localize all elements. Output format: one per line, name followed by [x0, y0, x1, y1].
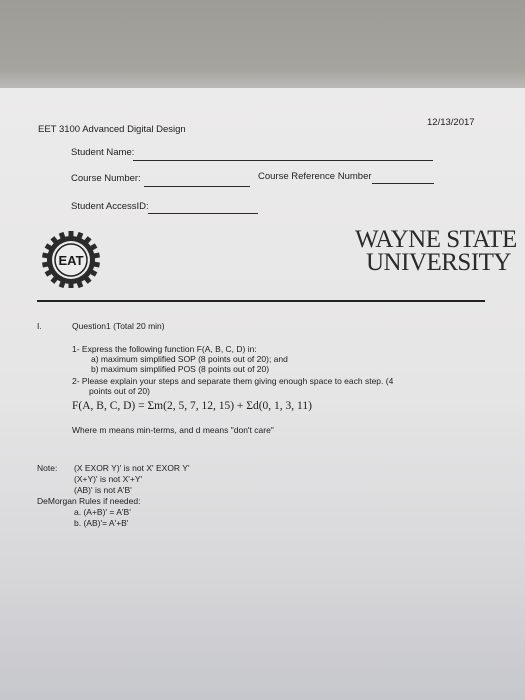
item-1b: b) maximum simplified POS (8 points out of 20)	[91, 364, 270, 374]
terms-explanation: Where m means min-terms, and d means "don't care"	[72, 425, 274, 435]
course-number-blank	[144, 186, 250, 187]
note-3: (AB)' is not A'B'	[74, 485, 132, 495]
student-name-label: Student Name:	[71, 147, 135, 158]
item-1a: a) maximum simplified SOP (8 points out of 20); and	[91, 354, 288, 364]
note-1: (X EXOR Y)' is not X' EXOR Y'	[74, 463, 190, 473]
university-line2: UNIVERSITY	[366, 249, 511, 276]
student-name-blank	[133, 160, 433, 161]
boolean-function: F(A, B, C, D) = Σm(2, 5, 7, 12, 15) + Σd(0, 1, 3, 11)	[72, 400, 312, 412]
exam-date: 12/13/2017	[427, 117, 475, 128]
item-1: 1- Express the following function F(A, B, C, D) in:	[72, 344, 257, 354]
header-divider	[37, 300, 485, 302]
course-number-label: Course Number:	[71, 173, 141, 184]
item-2-line1: 2- Please explain your steps and separate them giving enough space to each step. (4	[72, 376, 394, 386]
eat-gear-logo	[38, 228, 104, 288]
logo-text: EAT	[58, 253, 84, 268]
course-title: EET 3100 Advanced Digital Design	[38, 124, 186, 135]
university-line1: WAYNE STATE	[355, 226, 517, 253]
course-reference-label: Course Reference Number	[258, 171, 372, 182]
question-title: Question1 (Total 20 min)	[72, 321, 165, 331]
note-2: (X+Y)' is not X'+Y'	[74, 474, 143, 484]
question-number: I.	[37, 321, 42, 331]
demorgan-rule-a: a. (A+B)' = A'B'	[74, 507, 131, 517]
student-access-id-label: Student AccessID:	[71, 201, 149, 212]
item-2-line2: points out of 20)	[89, 386, 150, 396]
course-reference-blank	[372, 183, 434, 184]
demorgan-rule-b: b. (AB)'= A'+B'	[74, 518, 129, 528]
demorgan-heading: DeMorgan Rules if needed:	[37, 496, 141, 506]
note-label: Note:	[37, 463, 58, 473]
student-access-id-blank	[148, 213, 258, 214]
